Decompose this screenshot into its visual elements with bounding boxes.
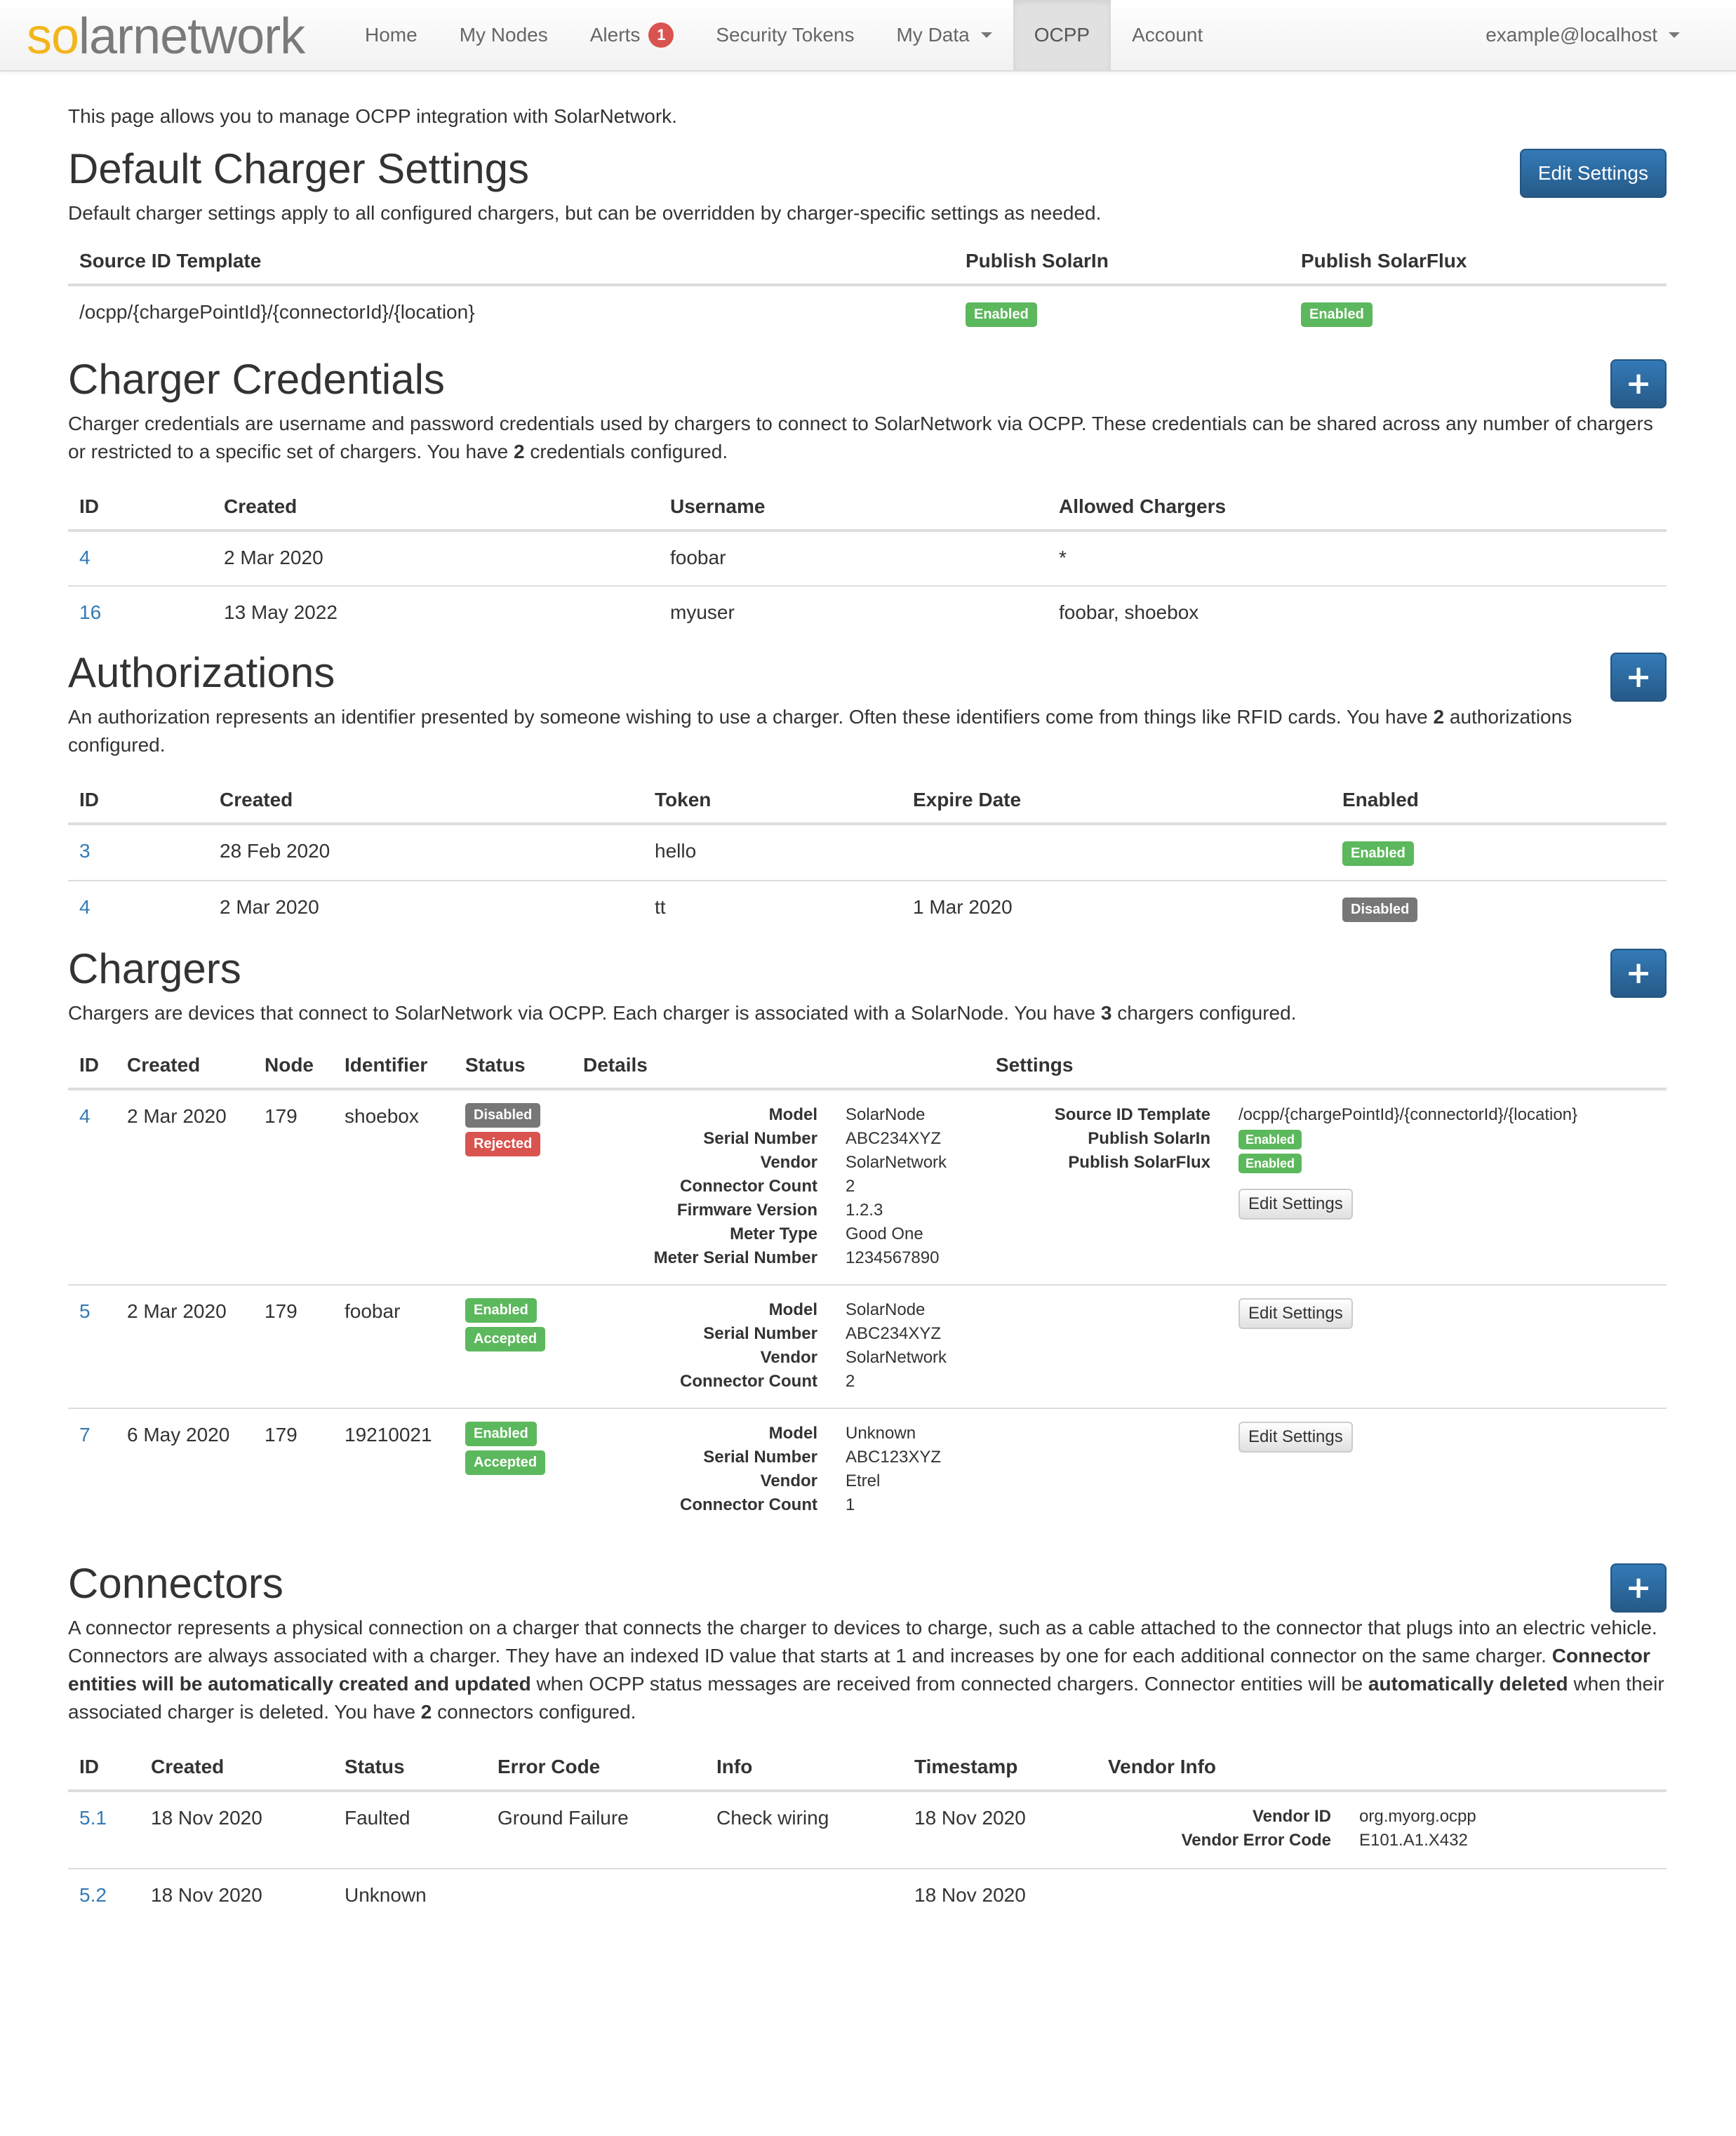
publish-solarin-badge: Enabled — [1238, 1130, 1302, 1149]
nav-ocpp[interactable] — [1013, 0, 1111, 70]
charger-node: 179 — [253, 1285, 333, 1408]
nav-ocpp-label: OCPP — [1034, 24, 1090, 46]
detail-key: Model — [768, 1424, 817, 1443]
disabled-badge: Disabled — [1342, 897, 1417, 922]
detail-key: Vendor — [760, 1348, 817, 1367]
charger-identifier: shoebox — [345, 1105, 419, 1127]
connector-info — [705, 1869, 903, 1923]
connector-info: Check wiring — [716, 1807, 829, 1829]
charger-id-link[interactable]: 5 — [79, 1300, 91, 1322]
authorization-id-link[interactable]: 3 — [79, 840, 91, 862]
connector-created: 18 Nov 2020 — [151, 1807, 262, 1829]
nav-account-label: Account — [1132, 24, 1203, 46]
charger-id-link[interactable]: 7 — [79, 1424, 91, 1446]
nav-my-nodes-label: My Nodes — [459, 24, 548, 46]
col-username: Username — [659, 486, 1048, 530]
charger-registration-status-badge: Accepted — [465, 1450, 545, 1475]
col-id: ID — [68, 779, 208, 824]
connector-timestamp: 18 Nov 2020 — [914, 1807, 1026, 1829]
connectors-desc-text: when OCPP status messages are received from connected chargers. Connector entities will be — [530, 1673, 1368, 1695]
edit-charger-settings-button[interactable]: Edit Settings — [1238, 1422, 1353, 1453]
chargers-desc-tail: chargers configured. — [1111, 1002, 1297, 1024]
detail-value: SolarNetwork — [846, 1348, 947, 1367]
col-created: Created — [140, 1746, 333, 1791]
table-row — [68, 586, 1667, 640]
charger-settings — [984, 1089, 1667, 1285]
table-row — [68, 285, 1667, 341]
authorizations-table — [68, 779, 1667, 936]
connector-id-link[interactable]: 5.1 — [79, 1807, 107, 1829]
settings-key: Publish SolarFlux — [1068, 1153, 1210, 1172]
detail-value: ABC234XYZ — [846, 1324, 942, 1343]
col-enabled: Enabled — [1331, 779, 1667, 824]
credential-username: myuser — [659, 586, 1048, 640]
detail-key: Model — [768, 1300, 817, 1319]
detail-key: Model — [768, 1105, 817, 1124]
credentials-desc — [68, 410, 1667, 466]
connector-vendor-info — [1097, 1869, 1667, 1923]
nav-my-data-label: My Data — [896, 24, 970, 46]
charger-enabled-status-badge: Enabled — [465, 1422, 537, 1446]
charger-created: 2 Mar 2020 — [127, 1105, 227, 1127]
detail-value: SolarNode — [846, 1105, 926, 1124]
edit-charger-settings-button[interactable]: Edit Settings — [1238, 1298, 1353, 1329]
user-menu[interactable] — [1464, 0, 1701, 70]
col-publish-solarflux: Publish SolarFlux — [1290, 240, 1667, 285]
charger-id-link[interactable]: 4 — [79, 1105, 91, 1127]
charger-settings — [984, 1285, 1667, 1408]
settings-key: Source ID Template — [1054, 1105, 1210, 1124]
col-source-id-template: Source ID Template — [68, 240, 954, 285]
detail-value: ABC123XYZ — [846, 1448, 942, 1467]
brand-logo[interactable] — [27, 8, 305, 65]
enabled-badge: Enabled — [1342, 841, 1414, 866]
chargers-desc — [68, 999, 1667, 1027]
table-row — [68, 530, 1667, 586]
col-status: Status — [454, 1044, 572, 1089]
col-created: Created — [213, 486, 659, 530]
publish-solarflux-badge: Enabled — [1238, 1154, 1302, 1173]
detail-key: Vendor — [760, 1153, 817, 1172]
main-content — [68, 72, 1667, 1923]
credential-allowed: foobar, shoebox — [1048, 586, 1667, 640]
table-row — [68, 1408, 1667, 1531]
intro-text: This page allows you to manage OCPP integration with SolarNetwork. — [68, 105, 677, 127]
alerts-count-badge: 1 — [648, 22, 674, 48]
col-expire-date: Expire Date — [902, 779, 1331, 824]
col-id: ID — [68, 486, 213, 530]
credentials-desc-tail: credentials configured. — [524, 441, 728, 462]
chargers-title: Chargers — [68, 945, 241, 992]
charger-node: 179 — [253, 1408, 333, 1531]
vendor-value: org.myorg.ocpp — [1359, 1807, 1476, 1826]
detail-value: Etrel — [846, 1471, 881, 1490]
detail-key: Serial Number — [703, 1129, 817, 1148]
detail-value: ABC234XYZ — [846, 1129, 942, 1148]
detail-value: SolarNode — [846, 1300, 926, 1319]
nav-home-label: Home — [365, 24, 418, 46]
settings-value: /ocpp/{chargePointId}/{connectorId}/{location} — [1238, 1105, 1578, 1124]
authorizations-desc-tail: authorizations configured. — [68, 706, 1573, 756]
credential-id-link[interactable]: 4 — [79, 547, 91, 568]
credentials-count: 2 — [514, 441, 525, 462]
detail-key: Meter Type — [730, 1224, 817, 1243]
col-info: Info — [705, 1746, 903, 1791]
publish-solarin-badge: Enabled — [966, 302, 1037, 327]
col-token: Token — [643, 779, 902, 824]
caret-down-icon — [981, 32, 992, 38]
detail-key: Serial Number — [703, 1324, 817, 1343]
authorization-expire: 1 Mar 2020 — [902, 881, 1331, 936]
charger-identifier: 19210021 — [333, 1408, 454, 1531]
authorization-id-link[interactable]: 4 — [79, 896, 91, 918]
connectors-title: Connectors — [68, 1560, 283, 1607]
detail-key: Vendor — [760, 1471, 817, 1490]
connectors-desc-text: A connector represents a physical connection on a charger that connects the charger to devices to charge, such as a cable attached to the connector that plugs into an electric vehicle. Connectors are always associated with a charger. They have an indexed ID value that starts at 1 and increases by one for each additional connector on the same charger. — [68, 1617, 1657, 1667]
charger-created: 2 Mar 2020 — [116, 1285, 253, 1408]
col-timestamp: Timestamp — [903, 1746, 1097, 1791]
table-row — [68, 1089, 1667, 1285]
connectors-desc-bold: automatically deleted — [1368, 1673, 1568, 1695]
add-charger-button[interactable]: + — [1610, 949, 1667, 998]
chargers-desc-text: Chargers are devices that connect to SolarNetwork via OCPP. Each charger is associated with a SolarNode. You have — [68, 1002, 1101, 1024]
default-settings-header — [68, 136, 1667, 199]
authorizations-header — [68, 640, 1667, 703]
nav-home[interactable] — [344, 0, 439, 70]
brand-logo-sun: so — [27, 8, 79, 65]
nav-my-data[interactable] — [875, 0, 1013, 70]
col-id: ID — [68, 1044, 116, 1089]
connectors-table — [68, 1746, 1667, 1923]
connectors-desc-tail: connectors configured. — [432, 1701, 636, 1723]
connector-error-code: Ground Failure — [498, 1807, 629, 1829]
col-created: Created — [116, 1044, 253, 1089]
authorization-created: 2 Mar 2020 — [208, 881, 643, 936]
col-allowed-chargers: Allowed Chargers — [1048, 486, 1667, 530]
charger-details — [572, 1089, 984, 1285]
nav-security-tokens[interactable] — [695, 0, 875, 70]
nav-alerts-label: Alerts — [589, 24, 641, 46]
credentials-header — [68, 347, 1667, 410]
connector-timestamp: 18 Nov 2020 — [903, 1869, 1097, 1923]
detail-value: 2 — [846, 1372, 855, 1391]
add-authorization-button[interactable]: + — [1610, 653, 1667, 702]
detail-key: Serial Number — [703, 1448, 817, 1467]
col-details: Details — [572, 1044, 984, 1089]
credential-allowed: * — [1059, 547, 1067, 568]
credentials-desc-text: Charger credentials are username and password credentials used by chargers to connect to SolarNetwork via OCPP. These credentials can be shared across any number of chargers or restricted to a specific set of chargers. You have — [68, 413, 1653, 462]
vendor-key: Vendor ID — [1252, 1807, 1331, 1826]
vendor-key: Vendor Error Code — [1181, 1831, 1331, 1850]
authorizations-desc — [68, 703, 1667, 759]
edit-default-settings-button[interactable]: Edit Settings — [1520, 149, 1667, 198]
table-row — [68, 1285, 1667, 1408]
col-identifier: Identifier — [333, 1044, 454, 1089]
charger-details — [572, 1285, 984, 1408]
publish-solarflux-badge: Enabled — [1301, 302, 1373, 327]
credentials-title: Charger Credentials — [68, 356, 445, 403]
charger-registration-status-badge: Rejected — [465, 1132, 540, 1156]
brand-logo-lar: lar — [79, 8, 133, 65]
credentials-table — [68, 486, 1667, 640]
charger-enabled-status-badge: Disabled — [465, 1103, 540, 1128]
main-nav — [344, 0, 1224, 70]
table-row — [68, 1791, 1667, 1869]
detail-key: Firmware Version — [676, 1201, 817, 1220]
authorizations-desc-text: An authorization represents an identifier presented by someone wishing to use a charger. Often these identifiers come from things like RFID cards. You have — [68, 706, 1434, 728]
user-menu-label: example@localhost — [1485, 24, 1657, 46]
detail-key: Connector Count — [680, 1177, 817, 1196]
authorizations-count: 2 — [1433, 706, 1445, 728]
vendor-value: E101.A1.X432 — [1359, 1831, 1468, 1850]
add-credential-button[interactable]: + — [1610, 359, 1667, 408]
authorization-token: hello — [655, 840, 697, 862]
brand-logo-network: network — [133, 8, 305, 65]
default-settings-table — [68, 240, 1667, 341]
detail-value: Unknown — [846, 1424, 916, 1443]
source-id-template-value: /ocpp/{chargePointId}/{connectorId}/{location} — [79, 301, 475, 323]
detail-key: Connector Count — [680, 1372, 817, 1391]
charger-node: 179 — [265, 1105, 298, 1127]
edit-charger-settings-button[interactable]: Edit Settings — [1238, 1189, 1353, 1220]
connectors-desc-bold: Connector entities will be automatically created and updated — [68, 1645, 1650, 1695]
col-publish-solarin: Publish SolarIn — [954, 240, 1290, 285]
authorization-expire — [902, 824, 1331, 881]
col-node: Node — [253, 1044, 333, 1089]
charger-created: 6 May 2020 — [116, 1408, 253, 1531]
detail-value: 1234567890 — [846, 1248, 940, 1267]
connectors-desc-text: when their associated charger is deleted. You have — [68, 1673, 1664, 1723]
detail-value: 2 — [846, 1177, 855, 1196]
charger-details — [572, 1408, 984, 1531]
detail-value: 1 — [846, 1495, 855, 1514]
authorizations-title: Authorizations — [68, 649, 335, 696]
charger-identifier: foobar — [333, 1285, 454, 1408]
detail-key: Connector Count — [680, 1495, 817, 1514]
charger-registration-status-badge: Accepted — [465, 1327, 545, 1351]
col-settings: Settings — [984, 1044, 1667, 1089]
detail-value: Good One — [846, 1224, 923, 1243]
caret-down-icon — [1669, 32, 1680, 38]
col-status: Status — [333, 1746, 486, 1791]
detail-key: Meter Serial Number — [653, 1248, 817, 1267]
chargers-table — [68, 1044, 1667, 1531]
nav-my-nodes[interactable] — [439, 0, 569, 70]
table-row — [68, 881, 1667, 936]
nav-account[interactable] — [1111, 0, 1224, 70]
connector-error-code — [486, 1869, 705, 1923]
nav-alerts[interactable] — [569, 0, 695, 70]
authorization-created: 28 Feb 2020 — [220, 840, 330, 862]
default-settings-desc: Default charger settings apply to all configured chargers, but can be overridden by charger-specific settings as needed. — [68, 202, 1102, 224]
col-created: Created — [208, 779, 643, 824]
table-row — [68, 824, 1667, 881]
chargers-count: 3 — [1100, 1002, 1112, 1024]
credential-created: 2 Mar 2020 — [224, 547, 323, 568]
credential-username: foobar — [670, 547, 726, 568]
col-error-code: Error Code — [486, 1746, 705, 1791]
connector-vendor-info — [1097, 1791, 1667, 1869]
charger-settings — [984, 1408, 1667, 1531]
connectors-desc — [68, 1614, 1667, 1726]
table-row — [68, 1869, 1667, 1923]
connector-status: Faulted — [345, 1807, 410, 1829]
connectors-count: 2 — [420, 1701, 432, 1723]
connector-status: Unknown — [333, 1869, 486, 1923]
connectors-header — [68, 1551, 1667, 1614]
connector-created: 18 Nov 2020 — [140, 1869, 333, 1923]
authorization-token: tt — [643, 881, 902, 936]
detail-value: SolarNetwork — [846, 1153, 947, 1172]
navbar — [0, 0, 1736, 72]
charger-enabled-status-badge: Enabled — [465, 1298, 537, 1323]
credential-id-link[interactable]: 16 — [79, 601, 102, 623]
settings-key: Publish SolarIn — [1088, 1129, 1210, 1148]
col-id: ID — [68, 1746, 140, 1791]
default-settings-title: Default Charger Settings — [68, 145, 530, 192]
nav-security-tokens-label: Security Tokens — [716, 24, 855, 46]
col-vendor-info: Vendor Info — [1097, 1746, 1667, 1791]
chargers-header — [68, 936, 1667, 999]
credential-created: 13 May 2022 — [213, 586, 659, 640]
connector-id-link[interactable]: 5.2 — [79, 1884, 107, 1906]
add-connector-button[interactable]: + — [1610, 1563, 1667, 1613]
detail-value: 1.2.3 — [846, 1201, 883, 1220]
